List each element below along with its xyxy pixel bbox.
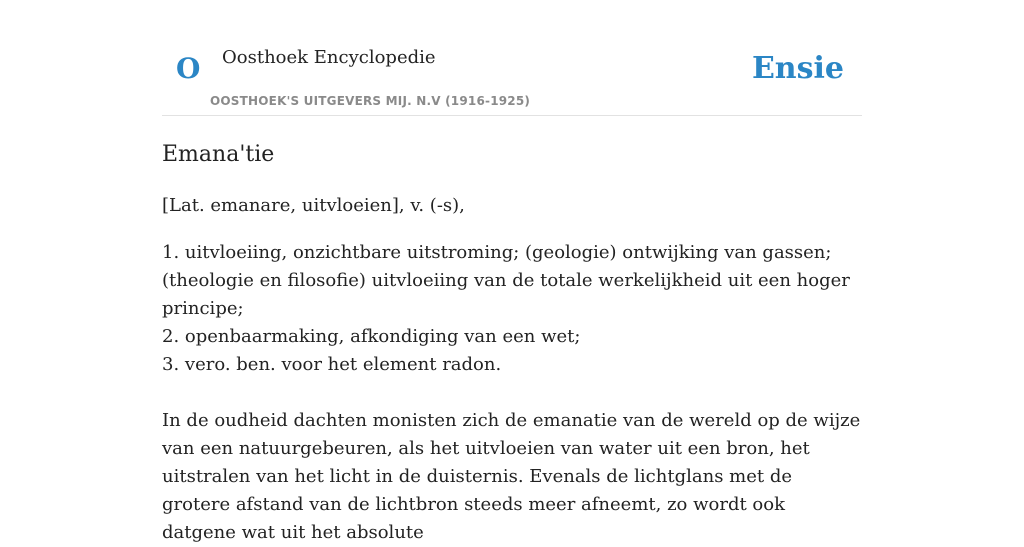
source-title-link[interactable]: Oosthoek Encyclopedie (222, 47, 436, 68)
definitions-list (162, 239, 862, 379)
site-header (162, 0, 862, 116)
ensie-logo-link[interactable]: Ensie (751, 51, 844, 86)
source-logo[interactable]: O (176, 52, 201, 85)
definition-item: 1. uitvloeiing, onzichtbare uitstroming; (geologie) ontwijking van gassen; (theologie en filosofie) uitvloeiing van de totale werkelijkheid uit een hoger principe; (162, 242, 850, 319)
publisher-label: OOSTHOEK'S UITGEVERS MIJ. N.V (1916-1925) (210, 94, 531, 108)
entry-title: Emana'tie (162, 142, 275, 167)
body-paragraph: In de oudheid dachten monisten zich de emanatie van de wereld op de wijze van een natuurgebeuren, als het uitvloeien van water uit een bron, het uitstralen van het licht in de duisternis. Evenals de lichtglans met de grotere afstand van de lichtbron steeds meer afneemt, zo wordt ook datgene wat uit het absolute (162, 410, 861, 543)
entry-content (162, 138, 862, 547)
definition-item: 2. openbaarmaking, afkondiging van een wet; (162, 326, 581, 347)
definition-item: 3. vero. ben. voor het element radon. (162, 354, 502, 375)
etymology-text: [Lat. emanare, uitvloeien], v. (-s), (162, 195, 465, 216)
